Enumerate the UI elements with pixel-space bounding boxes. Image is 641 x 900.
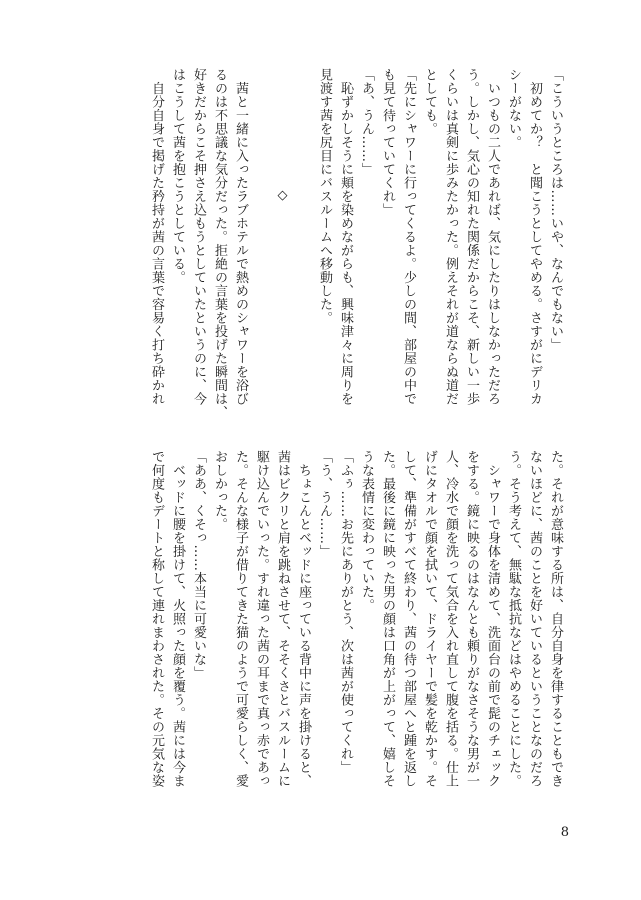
lower-text-line: ないほどに、茜のことを好いているということなのだろ: [527, 450, 542, 788]
upper-text-line: くらいは真剣に歩みたかった。例えそれが道ならぬ道だ: [443, 68, 458, 406]
section-break-diamond: ◇: [275, 188, 290, 204]
lower-text-line: 人、冷水で顔を洗って気合を入れ直して腹を括る。仕上: [443, 450, 458, 788]
lower-text-line: た。最後に鏡に映った男の顔は口角が上がって、嬉しそ: [380, 450, 395, 788]
upper-text-line: 茜と一緒に入ったラブホテルで熱めのシャワーを浴び: [233, 68, 248, 406]
upper-text-line: 好きだからこそ押さえ込もうとしていたというのに、今: [191, 68, 206, 406]
lower-text-line: う。そう考えて、無駄な抵抗などはやめることにした。: [506, 450, 521, 788]
upper-text-line: 「先にシャワーに行ってくるよ。少しの間、部屋の中で: [401, 68, 416, 406]
lower-text-line: して、準備がすべて終わり、茜の待つ部屋へと踵を返し: [401, 450, 416, 788]
lower-text-line: をする。鏡に映るのはなんとも頼りがなさそうな男が一: [464, 450, 479, 788]
upper-text-line: 「こういうところは……いや、なんでもない」: [548, 68, 563, 352]
upper-text-line: いつもの二人であれば、気にしたりはしなかっただろ: [485, 68, 500, 406]
lower-text-line: ちょこんとベッドに座っている背中に声を掛けると、: [296, 450, 311, 788]
upper-text-line: 自分自身で掲げた矜持が茜の言葉で容易く打ち砕かれ: [149, 68, 164, 406]
upper-text-line: [293, 68, 314, 428]
lower-text-line: シャワーで身体を清めて、洗面台の前で髭のチェック: [485, 450, 500, 788]
lower-text-line: ベッドに腰を掛けて、火照った顔を覆う。茜には今ま: [170, 450, 185, 788]
upper-text-line: 恥ずかしそうに頬を染めながらも、興味津々に周りを: [338, 68, 353, 406]
lower-text-line: で何度もデートと称して連れまわされた。その元気な姿: [149, 450, 164, 788]
upper-text-block: [146, 68, 566, 428]
upper-text-line: う。しかし、気心の知れた関係だからこそ、新しい一歩: [464, 68, 479, 406]
upper-text-line: るのは不思議な気分だった。拒絶の言葉を投げた瞬間は、: [212, 68, 227, 419]
upper-text-line: 初めてか？ と聞こうとしてやめる。さすがにデリカ: [527, 68, 542, 406]
lower-text-line: うな表情に変わっていた。: [359, 450, 374, 612]
upper-text-line: 「あ、うん……」: [359, 68, 374, 176]
lower-text-line: おしかった。: [212, 450, 227, 531]
lower-text-line: 「ああ、くそっ……本当に可愛いな」: [191, 450, 206, 680]
upper-text-line: [251, 68, 272, 428]
lower-text-line: 「ふぅ……お先にありがとう、次は茜が使ってくれ」: [338, 450, 353, 774]
upper-text-line: としても。: [422, 68, 437, 136]
upper-text-line: も見て待っていてくれ」: [380, 68, 395, 217]
lower-text-block: [146, 450, 566, 810]
lower-text-line: た。それが意味する所は、自分自身を律することもでき: [548, 450, 563, 788]
lower-text-line: げにタオルで顔を拭いて、ドライヤーで髪を乾かす。そ: [422, 450, 437, 788]
upper-text-line: はこうして茜を抱こうとしている。: [170, 68, 185, 284]
lower-text-line: 「う、うん……」: [317, 450, 332, 558]
upper-text-line: 見渡す茜を尻目にバスルームへ移動した。: [317, 68, 332, 325]
lower-text-line: 茜はビクリと肩を跳ねさせて、そそくさとバスルームに: [275, 450, 290, 788]
page-number: 8: [560, 825, 569, 840]
lower-text-line: た。そんな様子が借りてきた猫のようで可愛らしく、愛: [233, 450, 248, 788]
upper-text-line: シーがない。: [506, 68, 521, 149]
lower-text-line: 駆け込んでいった。すれ違った茜の耳まで真っ赤であっ: [254, 450, 269, 788]
